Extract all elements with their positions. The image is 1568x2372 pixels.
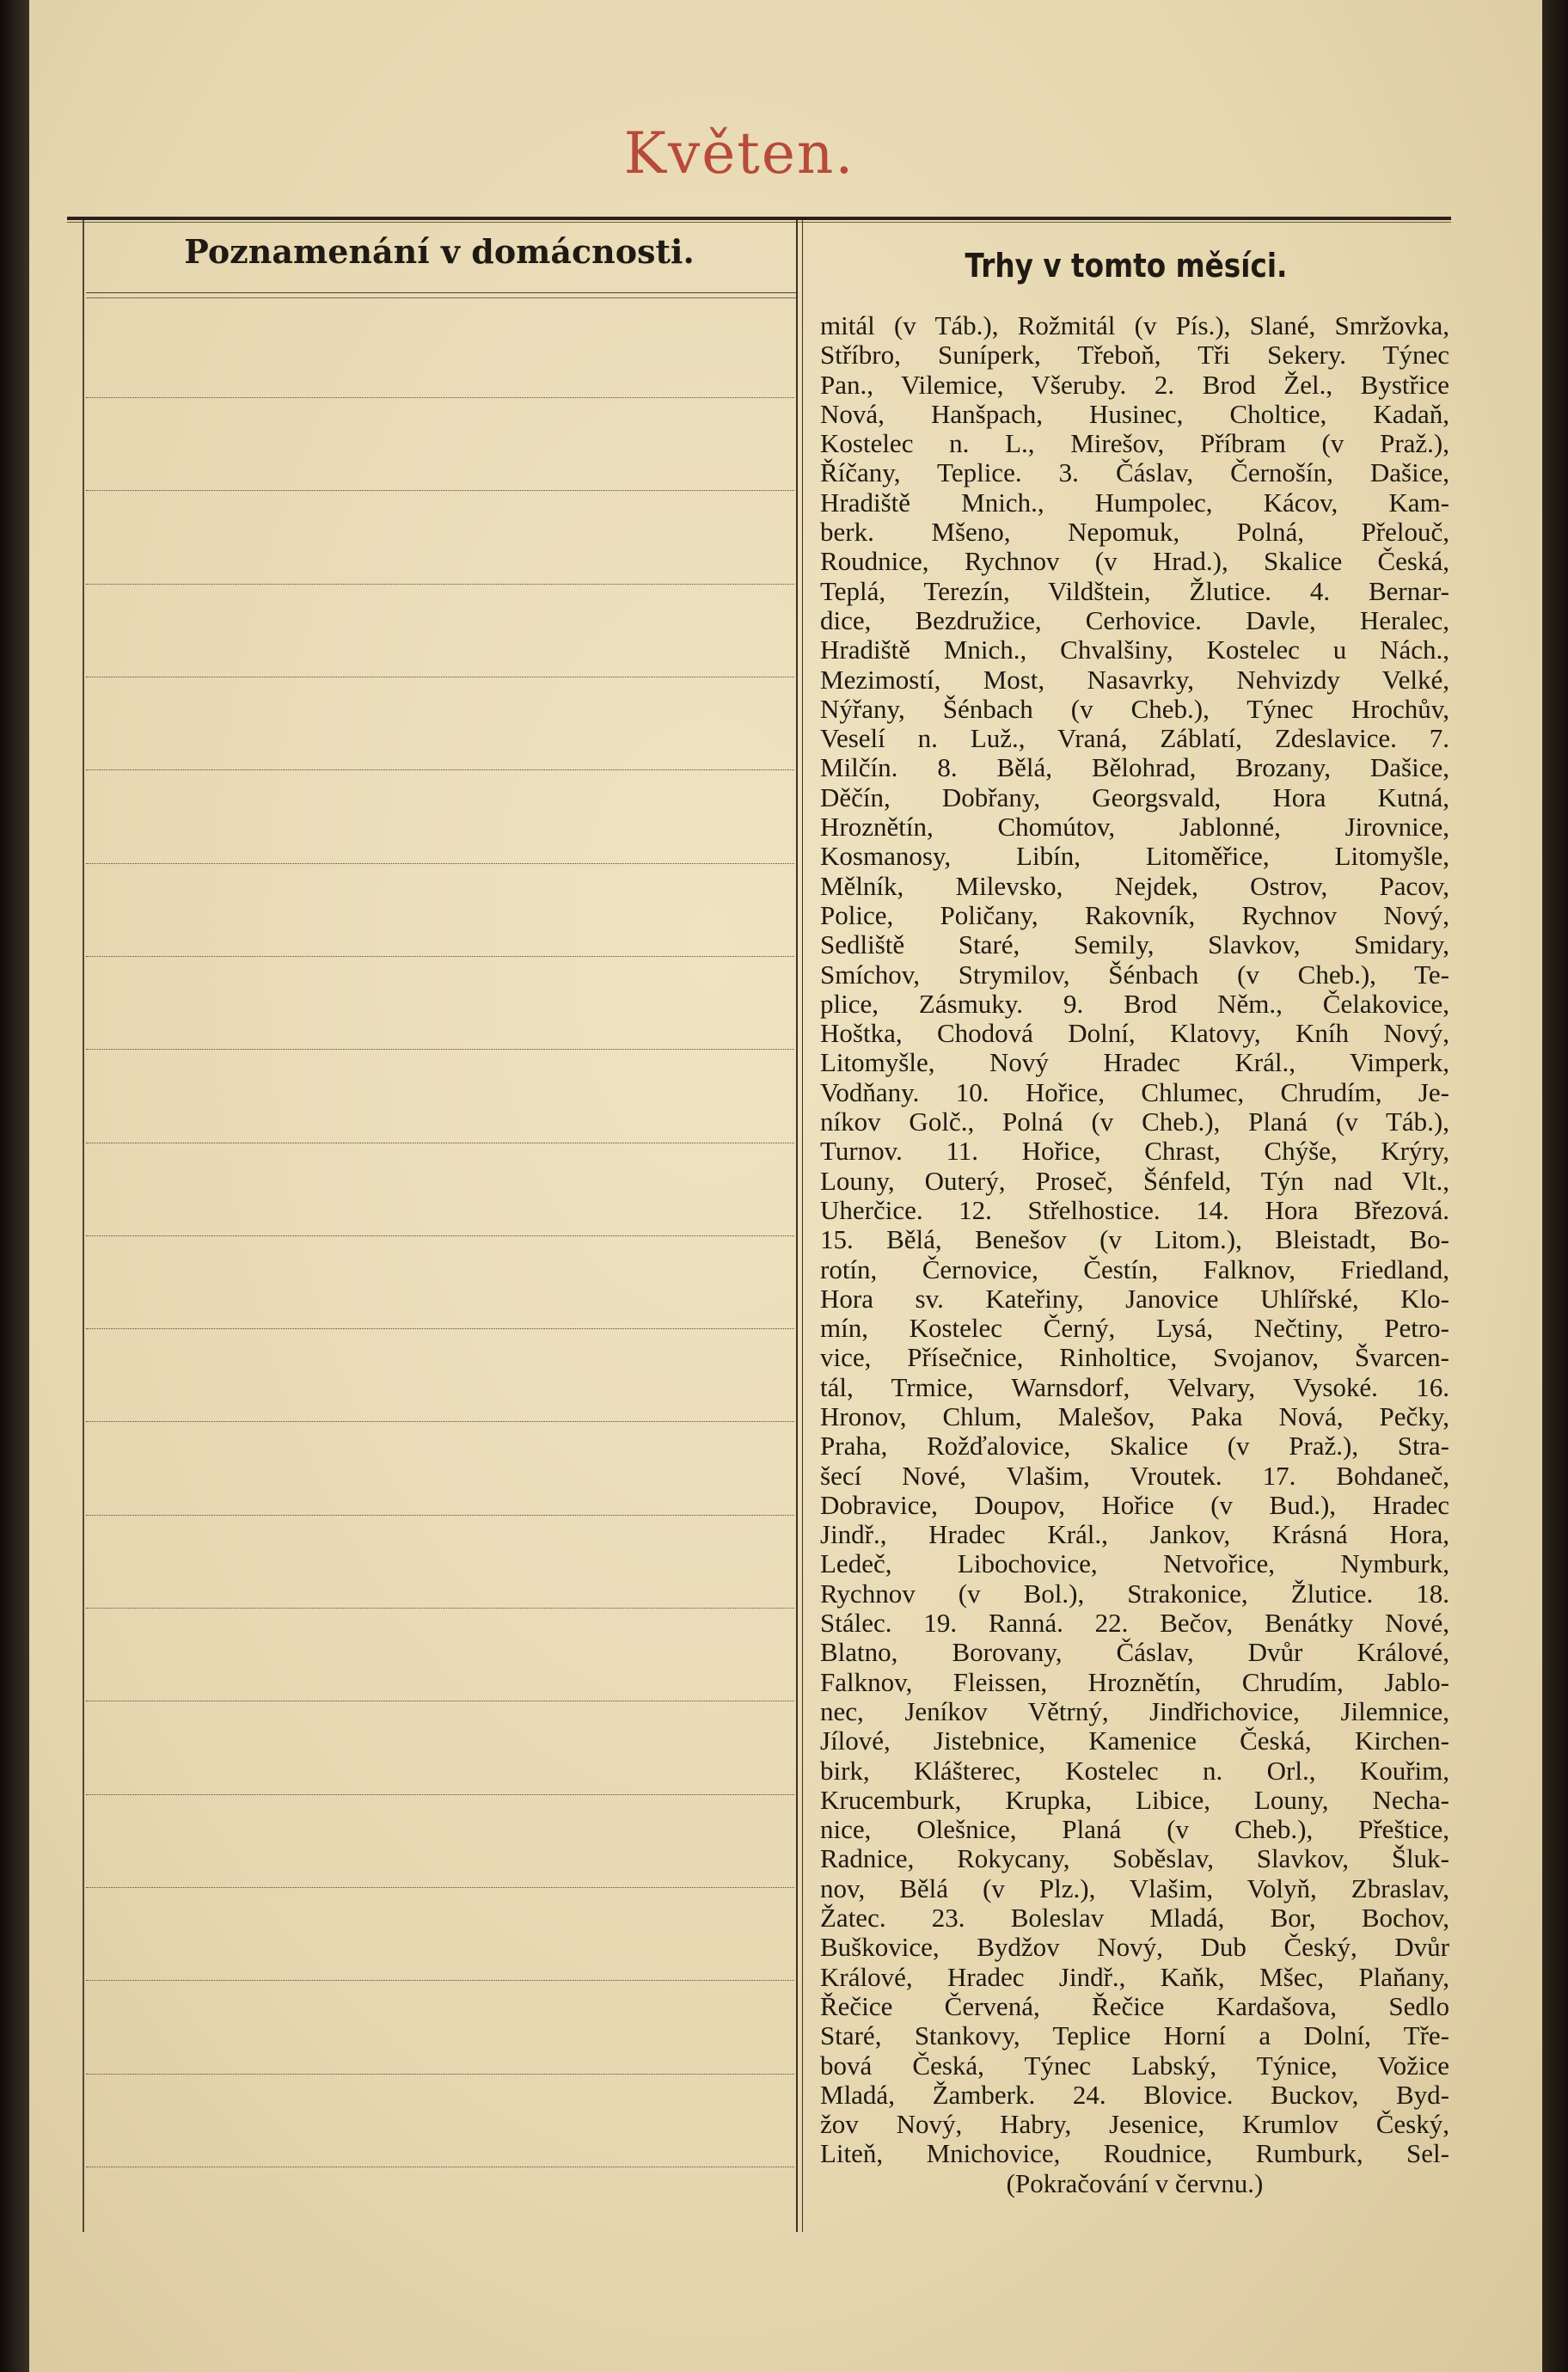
markets-text-line: Stálec. 19. Ranná. 22. Bečov, Benátky Nové, (820, 1608, 1449, 1639)
markets-text-line: níkov Golč., Polná (v Cheb.), Planá (v Táb.), (820, 1106, 1449, 1137)
note-line[interactable] (86, 1421, 794, 1422)
markets-text-line: berk. Mšeno, Nepomuk, Polná, Přelouč, (820, 517, 1449, 548)
markets-text-line: Králové, Hradec Jindř., Kaňk, Mšec, Plaňany, (820, 1961, 1449, 1992)
markets-text-line: Pan., Vilemice, Všeruby. 2. Brod Žel., Bystřice (820, 369, 1449, 400)
note-line[interactable] (86, 956, 794, 957)
markets-text-line: Mezimostí, Most, Nasavrky, Nehvizdy Velké, (820, 664, 1449, 695)
markets-text-line: Staré, Stankovy, Teplice Horní a Dolní, Tře- (820, 2020, 1449, 2051)
markets-text-line: Police, Poličany, Rakovník, Rychnov Nový, (820, 899, 1449, 930)
markets-text-line: Radnice, Rokycany, Soběslav, Slavkov, Šluk- (820, 1843, 1449, 1874)
header-rule (67, 217, 1451, 220)
markets-text-line: Mladá, Žamberk. 24. Blovice. Buckov, Byd- (820, 2079, 1449, 2110)
markets-text-line: Turnov. 11. Hořice, Chrast, Chýše, Krýry, (820, 1136, 1449, 1167)
note-line[interactable] (86, 584, 794, 585)
markets-text-line: Falknov, Fleissen, Hroznětín, Chrudím, Jablo- (820, 1666, 1449, 1697)
note-line[interactable] (86, 1980, 794, 1981)
markets-text-line: Ledeč, Libochovice, Netvořice, Nymburk, (820, 1548, 1449, 1579)
column-divider (796, 220, 803, 2232)
markets-text-line: Žatec. 23. Boleslav Mladá, Bor, Bochov, (820, 1903, 1449, 1934)
markets-text-line: Nová, Hanšpach, Husinec, Choltice, Kadaň, (820, 398, 1449, 429)
month-title: Květen. (623, 120, 855, 187)
note-line[interactable] (86, 1794, 794, 1795)
markets-text-line: Stříbro, Suníperk, Třeboň, Tři Sekery. Týnec (820, 340, 1449, 371)
markets-text-line: žov Nový, Habry, Jesenice, Krumlov Český, (820, 2109, 1449, 2140)
markets-text-line: Veselí n. Luž., Vraná, Záblatí, Zdeslavice. 7. (820, 723, 1449, 754)
note-line[interactable] (86, 863, 794, 864)
markets-text-line: 15. Bělá, Benešov (v Litom.), Bleistadt, Bo- (820, 1224, 1449, 1255)
household-notes-heading: Poznamenání v domácnosti. (184, 232, 695, 271)
markets-text-line: Děčín, Dobřany, Georgsvald, Hora Kutná, (820, 781, 1449, 812)
markets-text-line: Praha, Rožďalovice, Skalice (v Praž.), Stra- (820, 1431, 1449, 1462)
header-rule-thin (67, 222, 1451, 223)
markets-text-line: plice, Zásmuky. 9. Brod Něm., Čelakovice, (820, 988, 1449, 1019)
note-line[interactable] (86, 1049, 794, 1050)
markets-text-line: Hronov, Chlum, Malešov, Paka Nová, Pečky, (820, 1401, 1449, 1431)
note-line[interactable] (86, 1608, 794, 1609)
markets-text-line: bová Česká, Týnec Labský, Týnice, Vožice (820, 2050, 1449, 2081)
page-edge (1542, 0, 1568, 2372)
note-line[interactable] (86, 490, 794, 491)
markets-text-line: Teplá, Terezín, Vildštein, Žlutice. 4. Bernar- (820, 575, 1449, 606)
note-line[interactable] (86, 769, 794, 770)
note-line[interactable] (86, 2074, 794, 2075)
markets-text-line: Louny, Outerý, Proseč, Šénfeld, Týn nad Vlt., (820, 1165, 1449, 1196)
note-line[interactable] (86, 1515, 794, 1516)
note-line[interactable] (86, 397, 794, 398)
markets-text-line: šecí Nové, Vlašim, Vroutek. 17. Bohdaneč, (820, 1460, 1449, 1491)
markets-text-line: (Pokračování v červnu.) (1006, 2167, 1264, 2198)
markets-text-line: dice, Bezdružice, Cerhovice. Davle, Heralec, (820, 604, 1449, 635)
markets-text-line: rotín, Černovice, Čestín, Falknov, Friedland, (820, 1253, 1449, 1284)
note-line[interactable] (86, 1887, 794, 1888)
markets-text-line: Hroznětín, Chomútov, Jablonné, Jirovnice, (820, 812, 1449, 843)
markets-text-line: mín, Kostelec Černý, Lysá, Nečtiny, Petro- (820, 1313, 1449, 1344)
markets-text-line: Litomyšle, Nový Hradec Král., Vimperk, (820, 1047, 1449, 1078)
markets-text-line: Jindř., Hradec Král., Jankov, Krásná Hora, (820, 1519, 1449, 1550)
markets-text-line: nec, Jeníkov Větrný, Jindřichovice, Jilemnice, (820, 1695, 1449, 1726)
left-column-border (83, 220, 84, 2232)
markets-text-line: vice, Přísečnice, Rinholtice, Svojanov, Švarcen- (820, 1342, 1449, 1373)
markets-text-line: nice, Olešnice, Planá (v Cheb.), Přeštice, (820, 1814, 1449, 1845)
markets-text-line: Milčín. 8. Bělá, Bělohrad, Brozany, Dašice, (820, 752, 1449, 783)
markets-text-line: Říčany, Teplice. 3. Čáslav, Černošín, Dašice, (820, 457, 1449, 488)
markets-text-line: Hora sv. Kateřiny, Janovice Uhlířské, Klo- (820, 1283, 1449, 1314)
markets-text-line: Liteň, Mnichovice, Roudnice, Rumburk, Sel- (820, 2138, 1449, 2169)
markets-text-line: Mělník, Milevsko, Nejdek, Ostrov, Pacov, (820, 870, 1449, 901)
markets-text-line: nov, Bělá (v Plz.), Vlašim, Volyň, Zbraslav, (820, 1872, 1449, 1903)
markets-text-line: Nýřany, Šénbach (v Cheb.), Týnec Hrochův, (820, 693, 1449, 724)
markets-text-line: Jílové, Jistebnice, Kamenice Česká, Kirchen- (820, 1725, 1449, 1756)
markets-text-line: Sedliště Staré, Semily, Slavkov, Smidary, (820, 929, 1449, 960)
book-binding (0, 0, 29, 2372)
markets-text-line: Rychnov (v Bol.), Strakonice, Žlutice. 18. (820, 1578, 1449, 1609)
markets-text-line: Hradiště Mnich., Humpolec, Kácov, Kam- (820, 487, 1449, 518)
markets-text-line: Krucemburk, Krupka, Libice, Louny, Necha- (820, 1784, 1449, 1815)
markets-text-line: Roudnice, Rychnov (v Hrad.), Skalice Česká, (820, 546, 1449, 577)
markets-text-line: Hradiště Mnich., Chvalšiny, Kostelec u Nách., (820, 634, 1449, 665)
note-line[interactable] (86, 1235, 794, 1236)
heading-underline-thin (86, 297, 796, 298)
markets-text-line: Buškovice, Bydžov Nový, Dub Český, Dvůr (820, 1932, 1449, 1963)
markets-text-line: Uherčice. 12. Střelhostice. 14. Hora Březová. (820, 1194, 1449, 1225)
markets-text-line: tál, Trmice, Warnsdorf, Velvary, Vysoké. 16. (820, 1371, 1449, 1402)
note-line[interactable] (86, 1328, 794, 1329)
markets-text-line: Řečice Červená, Řečice Kardašova, Sedlo (820, 1990, 1449, 2021)
heading-underline (86, 292, 796, 293)
markets-text-line: Blatno, Borovany, Čáslav, Dvůr Králové, (820, 1637, 1449, 1668)
markets-text-line: Kosmanosy, Libín, Litoměřice, Litomyšle, (820, 841, 1449, 872)
markets-text-line: Smíchov, Strymilov, Šénbach (v Cheb.), Te- (820, 959, 1449, 990)
markets-text-line: Kostelec n. L., Mirešov, Příbram (v Praž.), (820, 428, 1449, 459)
markets-text-line: Vodňany. 10. Hořice, Chlumec, Chrudím, Je- (820, 1076, 1449, 1107)
markets-text-line: birk, Klášterec, Kostelec n. Orl., Kouřim, (820, 1755, 1449, 1786)
markets-text-line: Hoštka, Chodová Dolní, Klatovy, Kníh Nový, (820, 1018, 1449, 1049)
markets-text-line: mitál (v Táb.), Rožmitál (v Pís.), Slané, Smržovka, (820, 310, 1449, 340)
markets-list-text (820, 311, 1449, 2198)
markets-heading: Trhy v tomto měsíci. (965, 247, 1288, 285)
markets-text-line: Dobravice, Doupov, Hořice (v Bud.), Hradec (820, 1489, 1449, 1520)
